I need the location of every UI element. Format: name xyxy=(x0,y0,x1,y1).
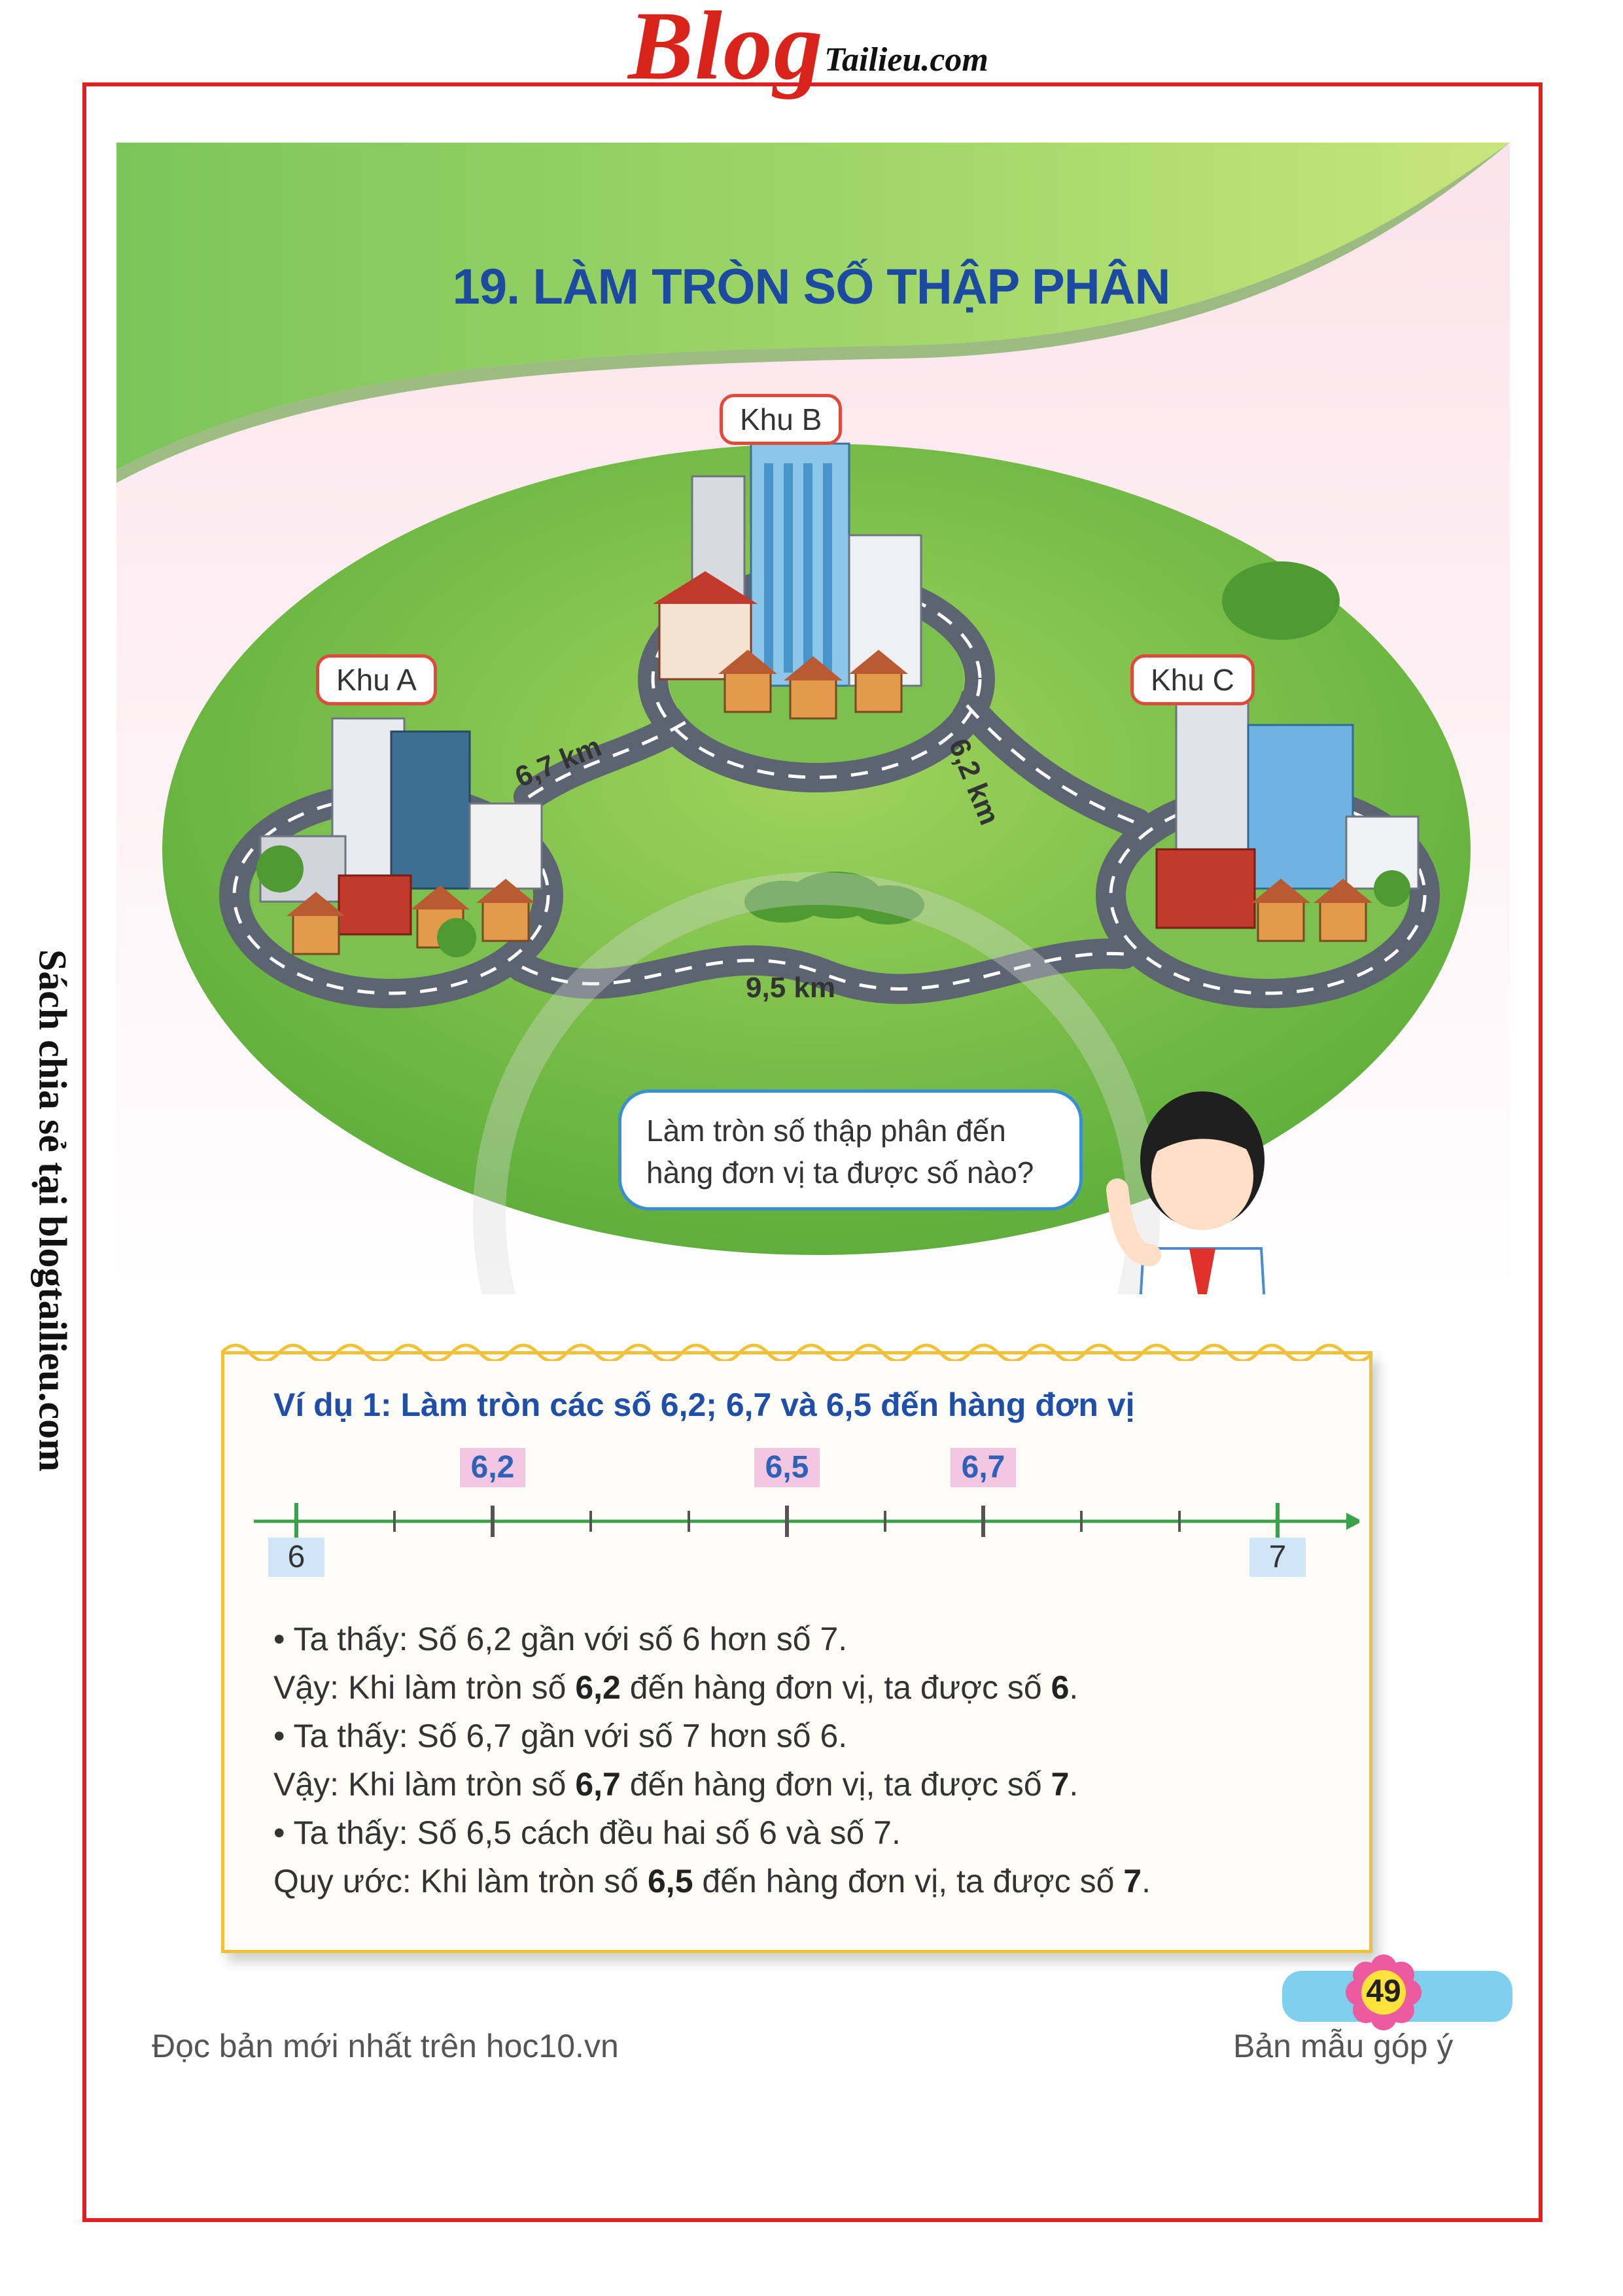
number-line-label-7: 7 xyxy=(1249,1538,1306,1577)
speech-line-2: hàng đơn vị ta được số nào? xyxy=(646,1156,1034,1190)
footer-source-text: Đọc bản mới nhất trên hoc10.vn xyxy=(152,2028,619,2064)
explain-line-1: • Ta thấy: Số 6,2 gần với số 6 hơn số 7. xyxy=(273,1621,848,1657)
area-label-khu-b: Khu B xyxy=(720,394,842,445)
lesson-title: 19. LÀM TRÒN SỐ THẬP PHÂN xyxy=(452,259,1170,315)
example-heading: Ví dụ 1: Làm tròn các số 6,2; 6,7 và 6,5 đến hàng đơn vị xyxy=(273,1386,1135,1423)
distance-ab-label: 6,7 km xyxy=(510,730,606,794)
number-line-arrow xyxy=(1346,1513,1359,1530)
number-line-label-6-7: 6,7 xyxy=(951,1448,1016,1487)
side-text: Sách chia sẻ tại blogtailieu.com xyxy=(31,949,75,1472)
box-scalloped-edge xyxy=(221,1335,1372,1361)
number-line-label-6-2: 6,2 xyxy=(460,1448,525,1487)
explain-line-4: Vậy: Khi làm tròn số 6,7 đến hàng đơn vị, ta được số 7. xyxy=(273,1766,1079,1803)
explain-line-6: Quy ước: Khi làm tròn số 6,5 đến hàng đơn vị, ta được số 7. xyxy=(273,1863,1151,1899)
side-watermark xyxy=(13,851,92,1570)
footer-draft-text: Bản mẫu góp ý xyxy=(1233,2028,1454,2064)
speech-bubble xyxy=(618,1089,1083,1210)
area-label-khu-a: Khu A xyxy=(316,654,437,705)
speech-line-1: Làm tròn số thập phân đến xyxy=(646,1114,1006,1148)
explain-line-3: • Ta thấy: Số 6,7 gần với số 7 hơn số 6. xyxy=(273,1718,848,1754)
explain-line-5: • Ta thấy: Số 6,5 cách đều hai số 6 và số 7. xyxy=(273,1814,901,1851)
area-label-khu-c: Khu C xyxy=(1130,654,1255,705)
logo-blog-text: Blog xyxy=(628,0,824,100)
distance-ac-label: 9,5 km xyxy=(746,972,835,1004)
page-number: 49 xyxy=(1366,1974,1401,2009)
logo-site-text: Tailieu.com xyxy=(824,41,988,79)
site-logo xyxy=(628,0,1021,100)
explain-line-2: Vậy: Khi làm tròn số 6,2 đến hàng đơn vị, ta được số 6. xyxy=(273,1669,1079,1706)
distance-bc-label: 6,2 km xyxy=(942,734,1006,830)
number-line-label-6-5: 6,5 xyxy=(754,1448,820,1487)
number-line-label-6: 6 xyxy=(268,1538,324,1577)
